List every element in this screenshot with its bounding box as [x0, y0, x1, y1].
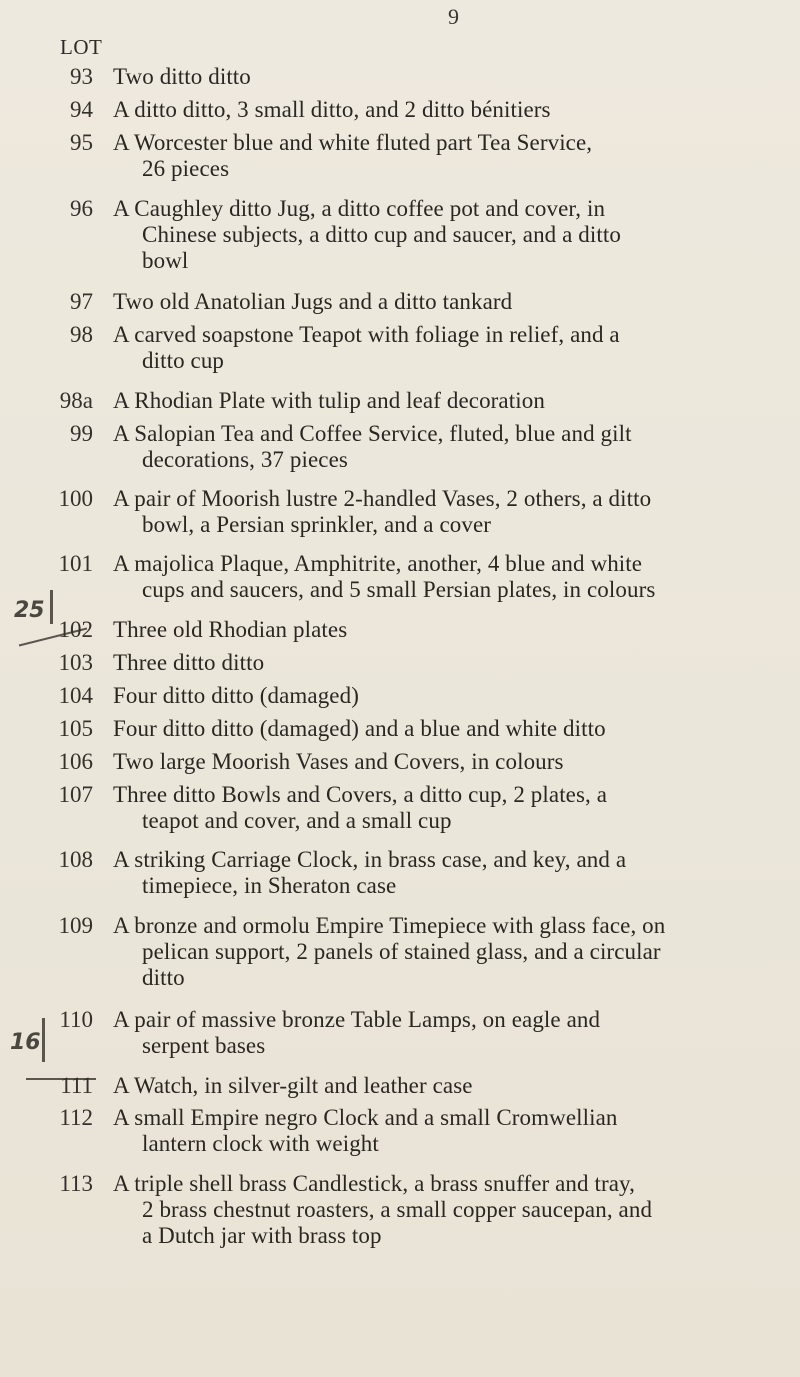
lot-description: [113, 1171, 741, 1249]
lot-number: 97: [70, 289, 93, 314]
lot-number: 101: [58, 551, 93, 576]
lot-description-line: Two ditto ditto: [113, 64, 251, 89]
lot-number: 95: [70, 130, 93, 155]
lot-description: [113, 716, 741, 742]
lot-description-line: Two old Anatolian Jugs and a ditto tankard: [113, 289, 513, 314]
lot-number: 108: [58, 847, 93, 872]
lot-description: [113, 617, 741, 643]
lot-description-line: A Caughley ditto Jug, a ditto coffee pot and cover, in: [113, 196, 606, 221]
lot-description: [113, 196, 741, 274]
lot-description: [113, 421, 741, 473]
lot-number: 94: [70, 97, 93, 122]
lot-description: [113, 486, 741, 538]
lot-number: 105: [58, 716, 93, 741]
lot-description-continuation: bowl, a Persian sprinkler, and a cover: [142, 512, 492, 537]
lot-number: 102: [58, 617, 93, 642]
lot-description-continuation: serpent bases: [142, 1033, 266, 1058]
lot-description-line: Four ditto ditto (damaged): [113, 683, 359, 708]
lot-description-line: Two large Moorish Vases and Covers, in colours: [113, 749, 564, 774]
lot-description-line: A triple shell brass Candlestick, a brass snuffer and tray,: [113, 1171, 635, 1196]
lot-description: [113, 97, 741, 123]
lot-description-continuation: pelican support, 2 panels of stained glass, and a circular: [142, 939, 661, 964]
lot-description: [113, 650, 741, 676]
lot-number: 113: [59, 1171, 93, 1196]
handwritten-note-lot-109: 16: [10, 1030, 41, 1055]
lot-description-continuation: decorations, 37 pieces: [142, 447, 348, 472]
lot-description-line: A ditto ditto, 3 small ditto, and 2 ditto bénitiers: [113, 97, 551, 122]
lot-description: [113, 388, 741, 414]
lot-description: [113, 749, 741, 775]
lot-description-continuation: ditto cup: [142, 348, 225, 373]
lot-description: [113, 322, 741, 374]
lot-description-continuation: timepiece, in Sheraton case: [142, 873, 397, 898]
handwritten-note-lot-100: 25: [14, 598, 45, 623]
lot-number: 107: [58, 782, 93, 807]
lot-number: 93: [70, 64, 93, 89]
lot-number: 106: [58, 749, 93, 774]
lot-description: [113, 1007, 741, 1059]
pencil-bracket-lot-109: [42, 1018, 45, 1062]
lot-number: 111: [60, 1073, 93, 1098]
lot-description-line: A Rhodian Plate with tulip and leaf decoration: [113, 388, 545, 413]
lot-description-line: A bronze and ormolu Empire Timepiece with glass face, on: [113, 913, 666, 938]
lot-column-heading: LOT: [60, 35, 103, 59]
lot-description-line: A Worcester blue and white fluted part Tea Service,: [113, 130, 593, 155]
lot-description-line: A Watch, in silver-gilt and leather case: [113, 1073, 473, 1098]
lot-description: [113, 64, 741, 90]
lot-description-line: Three old Rhodian plates: [113, 617, 348, 642]
lot-description-line: A pair of massive bronze Table Lamps, on eagle and: [113, 1007, 601, 1032]
lot-description-continuation: ditto: [142, 965, 185, 990]
lot-description-continuation: cups and saucers, and 5 small Persian plates, in colours: [142, 577, 656, 602]
lot-number: 100: [58, 486, 93, 511]
lot-description-line: A carved soapstone Teapot with foliage in relief, and a: [113, 322, 620, 347]
lot-number: 98: [70, 322, 93, 347]
lot-description-line: A striking Carriage Clock, in brass case, and key, and a: [113, 847, 627, 872]
lot-description-line: A majolica Plaque, Amphitrite, another, 4 blue and white: [113, 551, 643, 576]
lot-description-continuation: Chinese subjects, a ditto cup and saucer, and a ditto: [142, 222, 621, 247]
lot-description-line: Three ditto ditto: [113, 650, 265, 675]
lot-number: 112: [59, 1105, 93, 1130]
lot-description: [113, 782, 741, 834]
lot-number: 98a: [59, 388, 93, 413]
lot-description-continuation: lantern clock with weight: [142, 1131, 379, 1156]
lot-number: 99: [70, 421, 93, 446]
lot-number: 110: [59, 1007, 93, 1032]
lot-description-continuation: 2 brass chestnut roasters, a small copper saucepan, and: [142, 1197, 653, 1222]
lot-description-line: A small Empire negro Clock and a small Cromwellian: [113, 1105, 618, 1130]
lot-description-line: A Salopian Tea and Coffee Service, fluted, blue and gilt: [113, 421, 632, 446]
lot-number: 109: [58, 913, 93, 938]
lot-description-line: Three ditto Bowls and Covers, a ditto cup, 2 plates, a: [113, 782, 608, 807]
lot-number: 96: [70, 196, 93, 221]
lot-description-line: A pair of Moorish lustre 2-handled Vases, 2 others, a ditto: [113, 486, 652, 511]
lot-description: [113, 683, 741, 709]
lot-description-continuation: a Dutch jar with brass top: [142, 1223, 382, 1248]
lot-description-continuation: bowl: [142, 248, 189, 273]
page-number: 9: [448, 4, 459, 29]
lot-description: [113, 913, 741, 991]
lot-description: [113, 130, 741, 182]
lot-number: 104: [58, 683, 93, 708]
lot-description-line: Four ditto ditto (damaged) and a blue and white ditto: [113, 716, 606, 741]
lot-description: [113, 551, 741, 603]
lot-description: [113, 1073, 741, 1099]
lot-number: 103: [58, 650, 93, 675]
lot-description: [113, 289, 741, 315]
lot-description-continuation: teapot and cover, and a small cup: [142, 808, 452, 833]
lot-description: [113, 847, 741, 899]
lot-description-continuation: 26 pieces: [142, 156, 230, 181]
lot-description: [113, 1105, 741, 1157]
